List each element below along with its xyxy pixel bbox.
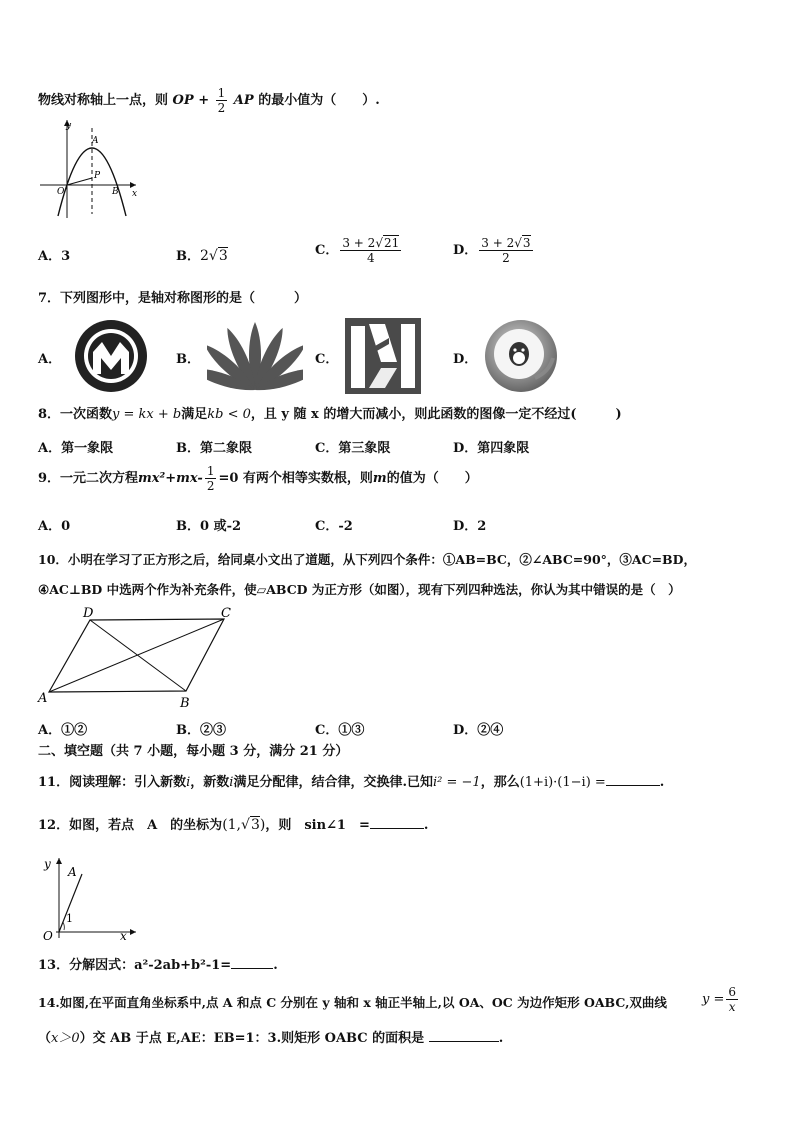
q13-stem: 13．分解因式：a²-2ab+b²-1= . [38, 958, 278, 973]
q6-fig-o-label: O [57, 187, 65, 197]
q6-option-b: B．2√3 [176, 248, 228, 264]
q12-fig-a-label: A [68, 865, 77, 879]
section-2-heading: 二、填空题（共 7 小题，每小题 3 分，满分 21 分） [38, 744, 349, 759]
q7-stem: 7．下列图形中，是轴对称图形的是（ ） [38, 291, 308, 306]
q8-option-b: B．第二象限 [176, 441, 253, 456]
q10-option-d: D．②④ [453, 723, 504, 738]
q10-option-b: B．②③ [176, 723, 227, 738]
q6-fig-b-label: B [112, 187, 119, 197]
q10-fig-b-label: B [180, 696, 190, 711]
q6-parabola-figure [36, 116, 140, 220]
q12-fig-y-label: y [44, 857, 51, 871]
q6-option-d: D． $\frac{3 + 2√3}{2}$ [453, 236, 531, 265]
q7-option-a-label: A． [38, 352, 62, 367]
q10-fig-d-label: D [83, 606, 94, 621]
q7-option-c-label: C． [315, 352, 339, 367]
q6-option-c: C． $\frac{3 + 2√21}{4}$ [315, 236, 400, 265]
q7-option-b-label: B． [176, 352, 200, 367]
q10-line1: 10．小明在学习了正方形之后，给同桌小文出了道题，从下列四个条件：①AB=BC，②∠ABC=90°，③AC=BD， [38, 552, 696, 567]
q10-fig-c-label: C [221, 606, 231, 621]
q8-option-a: A．第一象限 [38, 441, 114, 456]
q9-option-d: D．2 [453, 519, 487, 534]
q12-fig-angle-label: 1 [66, 912, 73, 925]
q10-parallelogram-figure [36, 603, 236, 711]
q7-logo-c-icon [345, 318, 421, 394]
q6-fig-x-label: x [132, 189, 138, 199]
q9-stem: 9．一元二次方程mx²+mx- $\frac{1}{2}$ =0 有两个相等实数根，则m的值为（ ） [38, 464, 478, 493]
q7-option-d-label: D． [453, 352, 478, 367]
q14-answer-blank[interactable] [429, 1041, 499, 1042]
q9-option-a: A．0 [38, 519, 71, 534]
q10-line2: ④AC⊥BD 中选两个作为补充条件，使▱ABCD 为正方形（如图），现有下列四种选法，你认为其中错误的是（ ） [38, 582, 681, 597]
q6-stem: 物线对称轴上一点，则 OP + $\frac{1}{2}$ AP 的最小值为（ ）. [38, 86, 380, 115]
q14-line1: 14.如图,在平面直角坐标系中,点 A 和点 C 分别在 y 轴和 x 轴正半轴上,以 OA、OC 为边作矩形 OABC,双曲线 [38, 995, 667, 1010]
q7-logo-a-icon [72, 318, 150, 394]
q10-option-a: A．①② [38, 723, 88, 738]
q12-coordinate-figure [40, 854, 140, 942]
q6-option-a: A．3 [38, 249, 71, 264]
q13-answer-blank[interactable] [231, 968, 273, 969]
q7-logo-d-icon [483, 318, 559, 394]
q6-fig-a-label: A [92, 136, 99, 146]
q10-option-c: C．①③ [315, 723, 365, 738]
q7-logo-b-icon [207, 318, 303, 394]
q8-option-d: D．第四象限 [453, 441, 530, 456]
q12-fig-o-label: O [43, 929, 53, 942]
q11-answer-blank[interactable] [606, 785, 660, 786]
q12-fig-x-label: x [120, 929, 127, 942]
q12-answer-blank[interactable] [370, 828, 424, 829]
q11-stem: 11．阅读理解：引入新数i，新数i满足分配律，结合律，交换律.已知i² = −1，那么(1+i)·(1−i) = . [38, 775, 665, 790]
q9-option-b: B．0 或-2 [176, 519, 242, 534]
q6-fig-y-label: y [66, 121, 72, 131]
q9-option-c: C．-2 [315, 519, 353, 534]
q10-fig-a-label: A [38, 691, 48, 706]
q14-function: y = $\frac{6}{x}$ [702, 985, 737, 1014]
q14-line2: （x＞0）交 AB 于点 E,AE：EB=1：3.则矩形 OABC 的面积是 . [38, 1031, 504, 1046]
q6-fraction: $\frac{1}{2}$ [217, 86, 226, 115]
q8-stem: 8．一次函数y = kx + b满足kb < 0，且 y 随 x 的增大而减小，则此函数的图像一定不经过( ) [38, 407, 622, 422]
q8-option-c: C．第三象限 [315, 441, 391, 456]
q6-fig-p-label: P [94, 171, 101, 181]
q12-stem: 12．如图，若点 A 的坐标为(1,√3)，则 sin∠1 = . [38, 817, 429, 833]
